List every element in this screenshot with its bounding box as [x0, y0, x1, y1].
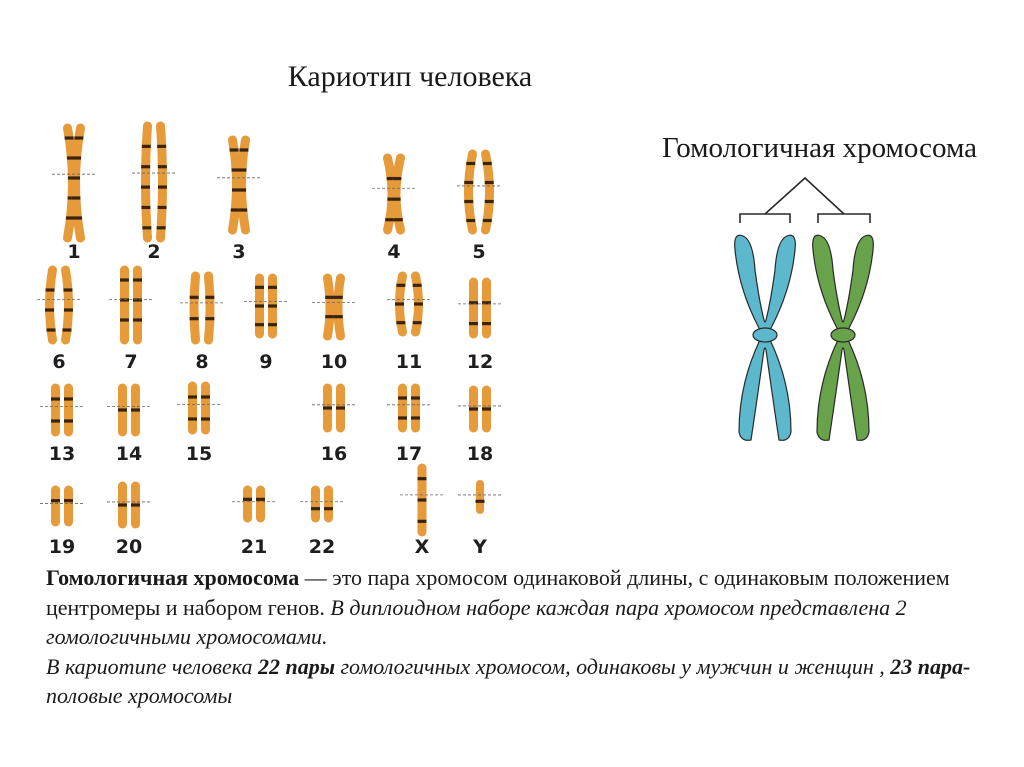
chromosome-right: [813, 235, 874, 440]
chromosome-band: [243, 498, 252, 501]
chromosome-number-13: 13: [48, 443, 76, 465]
chromosome-pair-21: [232, 490, 276, 558]
chromosome-number-16: 16: [320, 443, 348, 465]
chromosome-band: [255, 323, 264, 326]
chromosome-number-19: 19: [48, 536, 76, 558]
diploid-note: В диплоидном наборе каждая пара хромосом представлена 2 гомологичными хромосомами.: [46, 594, 907, 649]
chromosome-band: [398, 396, 407, 399]
chromosome-band: [385, 218, 394, 221]
chromosome-band: [47, 328, 56, 331]
chromosome-band: [51, 397, 60, 400]
chromosome-pair-7: [109, 270, 153, 373]
chromosome-band: [237, 168, 246, 171]
chromosome: [161, 126, 163, 238]
chromosome-pair-3: [217, 140, 261, 263]
chromosome-band: [324, 507, 333, 510]
slide-title: Кариотип человека: [287, 60, 533, 93]
chromosome-band: [73, 216, 82, 219]
chromosome: [209, 276, 211, 340]
chromosome-band: [325, 296, 334, 299]
chromosome-band: [141, 165, 150, 168]
chromosome-band: [63, 288, 72, 291]
chromosome-pair-11: [387, 276, 431, 373]
chromosome-band: [334, 296, 343, 299]
chromosome-band: [158, 185, 167, 188]
chromosome-band: [411, 416, 420, 419]
chromosome-band: [256, 498, 265, 501]
chromosome-band: [46, 288, 55, 291]
chromosome-band: [133, 278, 142, 281]
chromosome-band: [411, 396, 420, 399]
chromosome-band: [64, 397, 73, 400]
description: [46, 563, 1006, 711]
chromosome-number-14: 14: [115, 443, 143, 465]
centromere: [831, 328, 855, 342]
chromosome-band: [62, 328, 71, 331]
chromosome-band: [118, 503, 127, 506]
chromosome-band: [65, 136, 74, 139]
chromosome-pair-19: [40, 490, 84, 558]
chromosome-band: [392, 177, 401, 180]
chromosome-number-Y: Y: [473, 536, 487, 558]
chromosome-band: [141, 206, 150, 209]
chromosome-band: [64, 499, 73, 502]
chromosome-band: [255, 286, 264, 289]
chromosome-band: [205, 296, 214, 299]
homologous-chromosome-diagram: [730, 170, 880, 450]
chromosome-band: [188, 417, 197, 420]
karyotype-note-start: В кариотипе человека: [46, 653, 258, 679]
chromosome-number-17: 17: [395, 443, 423, 465]
chromosome-band: [469, 322, 478, 325]
chromosome-band: [483, 219, 492, 222]
definition-text: — это пара хромосом одинаковой длины, с одинаковым положением центромеры и набором генов.: [46, 565, 950, 620]
chromosome-left: [735, 235, 796, 440]
chromosome-number-11: 11: [395, 351, 423, 373]
chromosome-band: [230, 148, 239, 151]
chromosome-band: [133, 318, 142, 321]
chromosome-pair-18: [458, 390, 502, 465]
chromosome-band: [325, 315, 334, 318]
chromosome-band: [466, 219, 475, 222]
chromosome-pair-13: [40, 388, 84, 465]
chromosome-pair-X: [400, 468, 444, 558]
chromosome-number-5: 5: [472, 241, 486, 263]
chromosome-band: [158, 165, 167, 168]
chromosome: [338, 278, 341, 336]
chromosome-band: [482, 322, 491, 325]
chromosome-band: [190, 317, 199, 320]
chromosome-band: [483, 162, 492, 165]
chromosome-band: [268, 323, 277, 326]
chromosome-band: [485, 181, 494, 184]
chromosome-band: [469, 407, 478, 410]
term-homologous-chromosome: Гомологичная хромосома: [46, 565, 300, 590]
karyotype-note-end: половые хромосомы: [46, 683, 233, 708]
chromosome-number-15: 15: [185, 443, 213, 465]
chromosome-number-8: 8: [195, 351, 209, 373]
chromosome-band: [142, 226, 151, 229]
chromosome: [233, 140, 237, 230]
chromosome-band: [414, 302, 423, 305]
centromere: [753, 328, 777, 342]
chromosome-band: [398, 416, 407, 419]
chromosome-pair-12: [458, 282, 502, 373]
chromosome-band: [157, 226, 166, 229]
chromosome-band: [418, 498, 427, 501]
chromosome-pair-16: [312, 388, 356, 465]
chromosome-band: [239, 148, 248, 151]
chromosome: [194, 276, 196, 340]
chromosome-band: [45, 308, 54, 311]
chromosome-band: [334, 315, 343, 318]
chromosome-number-12: 12: [466, 351, 494, 373]
chromosome-number-2: 2: [147, 241, 161, 263]
chromosome-number-4: 4: [387, 241, 401, 263]
chromosome-pair-14: [107, 388, 151, 465]
karyotype-note-middle: гомологичных хромосом, одинаковы у мужчин и женщин ,: [334, 653, 891, 679]
chromosome-band: [268, 304, 277, 307]
chromosome-band: [141, 185, 150, 188]
chromosome-band: [158, 206, 167, 209]
chromosome-number-21: 21: [240, 536, 268, 558]
chromosome-band: [71, 196, 80, 199]
chromosome-band: [131, 408, 140, 411]
chromosome: [328, 278, 331, 336]
pairs-count: 22 пары: [257, 653, 335, 679]
chromosome-band: [205, 317, 214, 320]
chromosome-band: [74, 136, 83, 139]
sex-pair: 23 пара-: [890, 653, 971, 679]
chromosome-number-6: 6: [52, 351, 66, 373]
chromosome-band: [466, 162, 475, 165]
chromosome-band: [392, 198, 401, 201]
chromosome: [146, 126, 148, 238]
karyotype-figure: [34, 118, 509, 563]
chromosome-band: [188, 395, 197, 398]
chromosome-band: [464, 200, 473, 203]
chromosome: [469, 154, 473, 230]
pair-bracket: [740, 178, 870, 223]
chromosome-pair-9: [244, 278, 288, 373]
chromosome-number-X: X: [414, 536, 430, 558]
chromosome-band: [482, 407, 491, 410]
chromosome-band: [64, 308, 73, 311]
chromosome-band: [72, 156, 81, 159]
chromosome-pair-Y: [458, 484, 502, 558]
chromosome-band: [201, 417, 210, 420]
chromosome-number-3: 3: [232, 241, 246, 263]
chromosome-pair-15: [177, 386, 221, 465]
chromosome-band: [64, 419, 73, 422]
chromosome-band: [418, 520, 427, 523]
chromosome-band: [323, 406, 332, 409]
chromosome-band: [238, 208, 247, 211]
chromosome-number-18: 18: [466, 443, 494, 465]
chromosome-pair-10: [312, 278, 356, 373]
chromosome-band: [157, 145, 166, 148]
chromosome-pair-4: [372, 158, 416, 263]
chromosome-band: [311, 507, 320, 510]
chromosome-number-7: 7: [124, 351, 138, 373]
chromosome-band: [133, 298, 142, 301]
chromosome-band: [118, 408, 127, 411]
chromosome-band: [131, 503, 140, 506]
chromosome-band: [51, 419, 60, 422]
chromosome-pair-1: [52, 128, 96, 263]
chromosome-band: [255, 304, 264, 307]
chromosome-band: [201, 395, 210, 398]
chromosome-band: [396, 284, 405, 287]
chromosome-number-20: 20: [115, 536, 143, 558]
chromosome-band: [142, 145, 151, 148]
chromosome-band: [485, 200, 494, 203]
chromosome-band: [190, 296, 199, 299]
chromosome-pair-5: [457, 154, 501, 263]
chromosome-pair-6: [37, 270, 81, 373]
description-paragraph-2: [46, 652, 1006, 711]
chromosome: [76, 128, 81, 238]
chromosome-band: [336, 406, 345, 409]
chromosome-band: [120, 298, 129, 301]
chromosome-band: [51, 499, 60, 502]
chromosome-number-22: 22: [308, 536, 336, 558]
chromosome-band: [395, 302, 404, 305]
chromosome-band: [120, 318, 129, 321]
chromosome: [486, 154, 490, 230]
chromosome: [242, 140, 246, 230]
description-paragraph-1: [46, 563, 1006, 652]
chromosome-number-9: 9: [259, 351, 273, 373]
chromosome-pair-20: [107, 486, 151, 558]
chromosome-band: [476, 500, 485, 503]
chromosome-number-10: 10: [320, 351, 348, 373]
chromosome-band: [413, 284, 422, 287]
chromosome-band: [464, 181, 473, 184]
chromosome-band: [413, 321, 422, 324]
chromosome-pair-8: [180, 276, 224, 373]
homologous-chromosome-title: Гомологичная хромосома: [662, 132, 977, 164]
chromosome-pair-17: [387, 388, 431, 465]
chromosome-band: [237, 188, 246, 191]
chromosome-band: [268, 286, 277, 289]
chromosome-band: [120, 278, 129, 281]
chromosome-band: [394, 218, 403, 221]
chromosome-pair-2: [132, 126, 176, 263]
chromosome-pair-22: [300, 490, 344, 558]
chromosome-band: [418, 477, 427, 480]
chromosome-band: [396, 321, 405, 324]
chromosome-band: [71, 176, 80, 179]
chromosome-number-1: 1: [67, 241, 81, 263]
